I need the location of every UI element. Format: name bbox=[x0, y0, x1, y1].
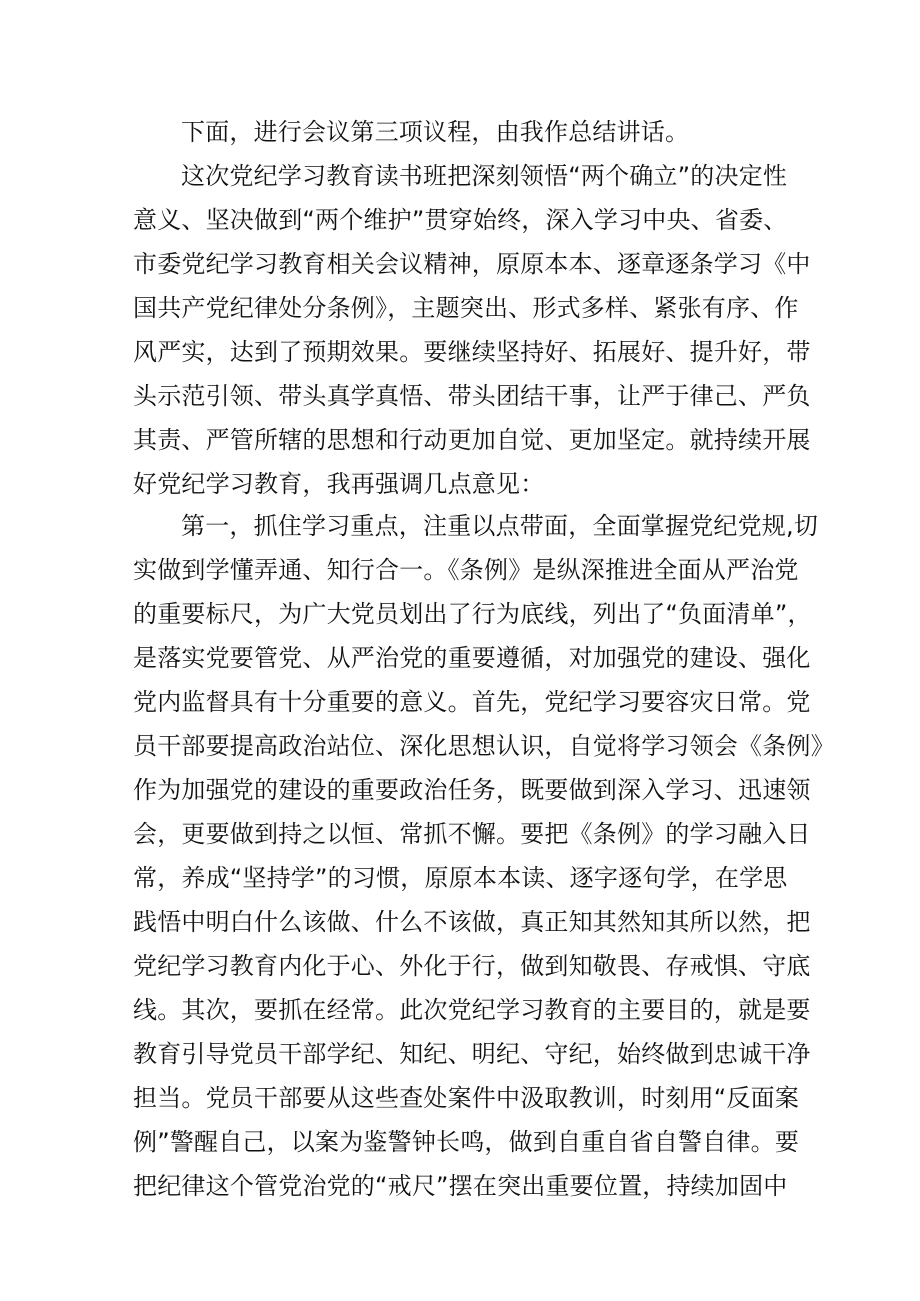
text-line: 教育引导党员干部学纪、知纪、明纪、守纪，始终做到忠诚干净 bbox=[133, 1040, 811, 1068]
text-line: 党纪学习教育内化于心、外化于行，做到知敬畏、存戒惧、守底 bbox=[133, 952, 811, 980]
text-line: 实做到学懂弄通、知行合一。《条例》是纵深推进全面从严治党 bbox=[133, 556, 799, 584]
text-line: 作为加强党的建设的重要政治任务，既要做到深入学习、迅速领 bbox=[133, 776, 811, 804]
text-line: 其责、严管所辖的思想和行动更加自觉、更加坚定。就持续开展 bbox=[133, 426, 811, 454]
text-line: 意义、坚决做到“两个维护”贯穿始终，深入学习中央、省委、 bbox=[133, 206, 788, 234]
text-line: 党内监督具有十分重要的意义。首先，党纪学习要容灾日常。党 bbox=[133, 688, 811, 716]
text-line: 常，养成“坚持学”的习惯，原原本本读、逐字逐句学，在学思 bbox=[133, 864, 788, 892]
text-line: 把纪律这个管党治党的“戒尺”摆在突出重要位置，持续加固中 bbox=[133, 1172, 788, 1200]
text-line: 市委党纪学习教育相关会议精神，原原本本、逐章逐条学习《中 bbox=[133, 250, 811, 278]
text-line: 头示范引领、带头真学真悟、带头团结干事，让严于律己、严负 bbox=[133, 382, 811, 410]
text-line: 好党纪学习教育，我再强调几点意见： bbox=[133, 470, 545, 498]
text-line: 员干部要提高政治站位、深化思想认识，自觉将学习领会《条例》 bbox=[133, 732, 835, 760]
text-line: 第一，抓住学习重点，注重以点带面，全面掌握党纪党规,切 bbox=[181, 512, 819, 540]
text-line: 担当。党员干部要从这些查处案件中汲取教训，时刻用“反面案 bbox=[133, 1084, 800, 1112]
text-line: 下面，进行会议第三项议程，由我作总结讲话。 bbox=[181, 118, 690, 146]
text-line: 会，更要做到持之以恒、常抓不懈。要把《条例》的学习融入日 bbox=[133, 820, 811, 848]
text-line: 的重要标尺，为广大党员划出了行为底线，列出了“负面清单”， bbox=[133, 600, 812, 628]
text-line: 践悟中明白什么该做、什么不该做，真正知其然知其所以然，把 bbox=[133, 908, 811, 936]
text-line: 是落实党要管党、从严治党的重要遵循，对加强党的建设、强化 bbox=[133, 644, 811, 672]
text-line: 风严实，达到了预期效果。要继续坚持好、拓展好、提升好，带 bbox=[133, 338, 811, 366]
text-line: 这次党纪学习教育读书班把深刻领悟“两个确立”的决定性 bbox=[181, 162, 788, 190]
text-line: 线。其次，要抓在经常。此次党纪学习教育的主要目的，就是要 bbox=[133, 996, 811, 1024]
text-line: 例”警醒自己，以案为鉴警钟长鸣，做到自重自省自警自律。要 bbox=[133, 1128, 800, 1156]
text-line: 国共产党纪律处分条例》，主题突出、形式多样、紧张有序、作 bbox=[133, 294, 799, 322]
